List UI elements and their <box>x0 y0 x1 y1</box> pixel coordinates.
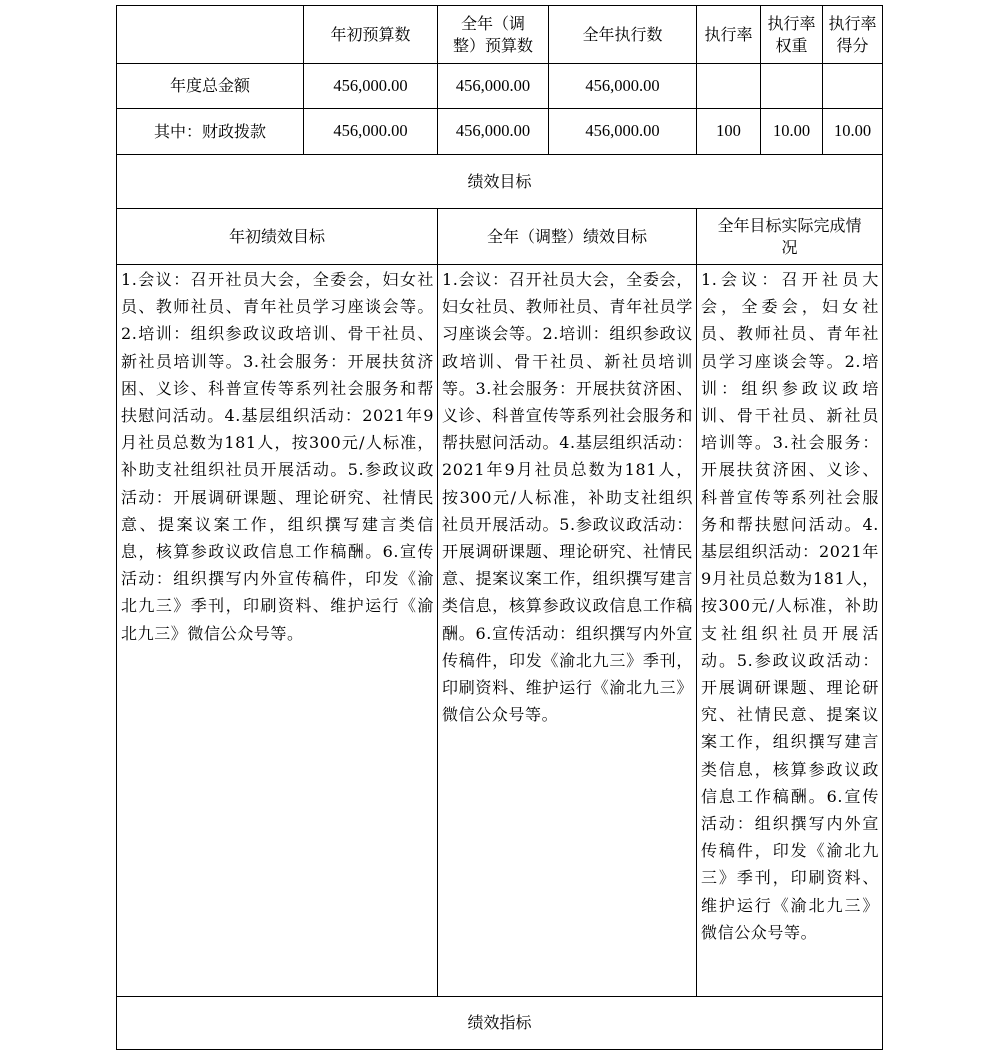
weight-value: 10.00 <box>760 108 822 154</box>
header-executed: 全年执行数 <box>548 5 696 63</box>
row-label: 其中：财政拨款 <box>116 108 303 154</box>
executed-value: 456,000.00 <box>548 63 696 108</box>
goals-body-row <box>116 264 883 996</box>
indicators-section-row <box>116 996 883 1049</box>
goals-text-actual: 1.会议：召开社员大会，全委会，妇女社员、教师社员、青年社员学习座谈会等。2.培训：组织参政议政培训、骨干社员、新社员培训等。3.社会服务：开展扶贫济困、义诊、科普宣传等系列社会服务和帮扶慰问活动。4.基层组织活动：2021年9月社员总数为181人，按300元/人标准，补助支社组织社员开展活动。5.参政议政活动：开展调研课题、理论研究、社情民意、提案议案工作，组织撰写建言类信息，核算参政议政信息工作稿酬。6.宣传活动：组织撰写内外宣传稿件，印发《渝北九三》季刊，印刷资料、维护运行《渝北九三》微信公众号等。 <box>696 264 883 996</box>
budget-header-row <box>116 5 883 63</box>
score-value: 10.00 <box>822 108 883 154</box>
goals-header-row <box>116 208 883 264</box>
budget-row-fiscal <box>116 108 883 154</box>
budget-row-total <box>116 63 883 108</box>
executed-value: 456,000.00 <box>548 108 696 154</box>
score-value <box>822 63 883 108</box>
goals-text-adjusted: 1.会议：召开社员大会，全委会，妇女社员、教师社员、青年社员学习座谈会等。2.培训：组织参政议政培训、骨干社员、新社员培训等。3.社会服务：开展扶贫济困、义诊、科普宣传等系列社会服务和帮扶慰问活动。4.基层组织活动：2021年9月社员总数为181人，按300元/人标准，补助支社组织社员开展活动。5.参政议政活动：开展调研课题、理论研究、社情民意、提案议案工作，组织撰写建言类信息，核算参政议政信息工作稿酬。6.宣传活动：组织撰写内外宣传稿件，印发《渝北九三》季刊，印刷资料、维护运行《渝北九三》微信公众号等。 <box>437 264 696 996</box>
row-label: 年度总金额 <box>116 63 303 108</box>
initial-value: 456,000.00 <box>303 108 437 154</box>
goals-col-initial: 年初绩效目标 <box>116 208 437 264</box>
adjusted-value: 456,000.00 <box>437 63 548 108</box>
rate-value <box>696 63 760 108</box>
header-blank-cell <box>116 5 303 63</box>
goals-col-adjusted: 全年（调整）绩效目标 <box>437 208 696 264</box>
rate-value: 100 <box>696 108 760 154</box>
header-weight: 执行率 权重 <box>760 5 822 63</box>
goals-col-actual: 全年目标实际完成情 况 <box>696 208 883 264</box>
header-exec-rate: 执行率 <box>696 5 760 63</box>
header-score: 执行率 得分 <box>822 5 883 63</box>
initial-value: 456,000.00 <box>303 63 437 108</box>
header-initial-budget: 年初预算数 <box>303 5 437 63</box>
table-bottom-border <box>116 1049 883 1050</box>
weight-value <box>760 63 822 108</box>
goals-section-title: 绩效目标 <box>116 154 883 208</box>
indicators-section-title: 绩效指标 <box>116 996 883 1049</box>
adjusted-value: 456,000.00 <box>437 108 548 154</box>
goals-text-initial: 1.会议：召开社员大会，全委会，妇女社员、教师社员、青年社员学习座谈会等。2.培训：组织参政议政培训、骨干社员、新社员培训等。3.社会服务：开展扶贫济困、义诊、科普宣传等系列社会服务和帮扶慰问活动。4.基层组织活动：2021年9月社员总数为181人，按300元/人标准，补助支社组织社员开展活动。5.参政议政活动：开展调研课题、理论研究、社情民意、提案议案工作，组织撰写建言类信息，核算参政议政信息工作稿酬。6.宣传活动：组织撰写内外宣传稿件，印发《渝北九三》季刊，印刷资料、维护运行《渝北九三》微信公众号等。 <box>116 264 437 996</box>
performance-table <box>116 5 883 1050</box>
header-adjusted-budget: 全年（调 整）预算数 <box>437 5 548 63</box>
goals-section-row <box>116 154 883 208</box>
